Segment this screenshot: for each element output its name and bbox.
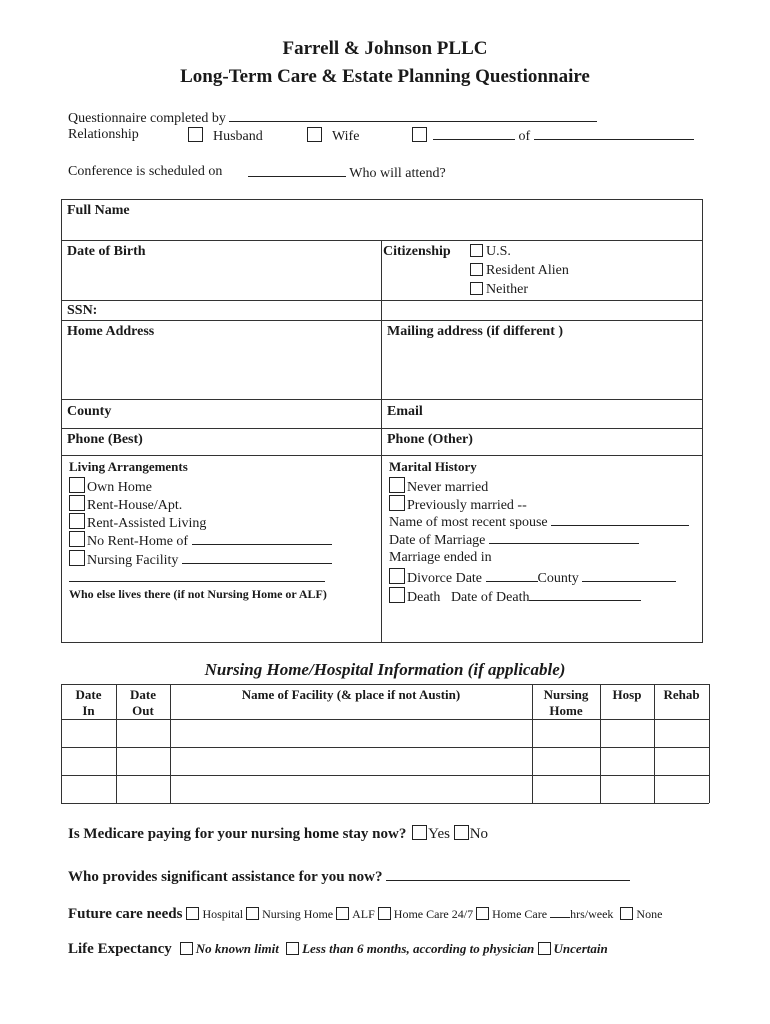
divorce-option[interactable] <box>389 568 676 587</box>
living-title: Living Arrangements <box>69 459 188 474</box>
previously-married-label: Previously married -- <box>407 498 527 513</box>
completed-by-row <box>68 109 597 127</box>
mailing-address-label: Mailing address (if different ) <box>387 324 564 339</box>
email-label: Email <box>387 404 423 419</box>
fc-home247-label: Home Care 24/7 <box>393 907 474 921</box>
of-field[interactable] <box>534 127 694 140</box>
recent-spouse-row <box>389 513 689 531</box>
medicare-no-label: No <box>469 826 489 842</box>
relationship-label: Relationship <box>68 127 139 142</box>
who-else-label: Who else lives there (if not Nursing Home or ALF) <box>69 587 327 601</box>
wife-checkbox[interactable] <box>307 127 322 142</box>
date-death-field[interactable] <box>529 588 641 601</box>
fc-hospital-label: Hospital <box>202 907 244 921</box>
col-date-out <box>116 687 170 719</box>
fc-hospital-checkbox[interactable] <box>186 907 199 920</box>
no-rent-label: No Rent-Home of <box>87 534 189 549</box>
assistance-question: Who provides significant assistance for you now? <box>68 869 383 885</box>
rent-house-option[interactable] <box>69 495 182 514</box>
citizenship-label: Citizenship <box>383 244 451 259</box>
who-else-field[interactable] <box>69 568 325 582</box>
nursing-section-title: Nursing Home/Hospital Information (if applicable) <box>204 660 566 679</box>
assistance-row <box>68 867 630 886</box>
medicare-yes-label: Yes <box>428 826 450 842</box>
never-married-option[interactable] <box>389 477 488 496</box>
fc-alf-checkbox[interactable] <box>336 907 349 920</box>
rent-assisted-checkbox[interactable] <box>69 513 85 529</box>
no-rent-checkbox[interactable] <box>69 531 85 547</box>
col-nursing-line2: Home <box>549 703 583 718</box>
fc-home247-checkbox[interactable] <box>378 907 391 920</box>
divorce-date-field[interactable] <box>486 569 538 582</box>
phone-best-label: Phone (Best) <box>67 432 143 447</box>
medicare-row <box>68 825 488 843</box>
wife-label: Wife <box>332 129 360 144</box>
rent-assisted-label: Rent-Assisted Living <box>87 516 207 531</box>
date-marriage-row <box>389 531 639 549</box>
other-relationship-option[interactable] <box>412 127 694 145</box>
col-date-out-line2: Out <box>132 703 154 718</box>
col-rehab: Rehab <box>663 687 700 702</box>
assistance-field[interactable] <box>386 867 630 881</box>
rent-house-checkbox[interactable] <box>69 495 85 511</box>
neither-label: Neither <box>486 282 528 297</box>
rent-assisted-option[interactable] <box>69 513 206 532</box>
divorce-county-field[interactable] <box>582 569 676 582</box>
col-date-in-line2: In <box>82 703 95 718</box>
col-date-in-line1: Date <box>75 687 102 702</box>
divorce-date-label: Divorce Date <box>407 571 483 586</box>
marital-title: Marital History <box>389 459 477 474</box>
own-home-option[interactable] <box>69 477 152 496</box>
never-married-checkbox[interactable] <box>389 477 405 493</box>
nursing-facility-label: Nursing Facility <box>87 553 179 568</box>
recent-spouse-label: Name of most recent spouse <box>389 515 548 530</box>
conference-label: Conference is scheduled on <box>68 164 223 179</box>
le-six-checkbox[interactable] <box>286 942 299 955</box>
fc-homecare-checkbox[interactable] <box>476 907 489 920</box>
no-rent-option[interactable] <box>69 531 332 550</box>
col-facility: Name of Facility (& place if not Austin) <box>241 687 461 702</box>
future-care-row <box>68 905 662 923</box>
divorce-checkbox[interactable] <box>389 568 405 584</box>
date-death-label: Date of Death <box>450 590 530 605</box>
wife-option[interactable] <box>307 127 359 145</box>
other-relationship-checkbox[interactable] <box>412 127 427 142</box>
death-checkbox[interactable] <box>389 587 405 603</box>
who-attend-label: Who will attend? <box>349 166 446 181</box>
us-label: U.S. <box>486 244 511 259</box>
previously-married-option[interactable] <box>389 495 527 514</box>
ssn-label: SSN: <box>67 303 98 318</box>
husband-label: Husband <box>213 129 263 144</box>
fc-none-checkbox[interactable] <box>620 907 633 920</box>
husband-option[interactable] <box>188 127 263 145</box>
resident-label: Resident Alien <box>486 263 569 278</box>
other-relationship-field[interactable] <box>433 127 515 140</box>
fc-homecare-label: Home Care <box>492 907 548 921</box>
col-hosp: Hosp <box>612 687 642 702</box>
life-expectancy-label: Life Expectancy <box>68 941 172 957</box>
col-nursing-line1: Nursing <box>543 687 589 702</box>
fc-hrs-field[interactable] <box>550 907 570 918</box>
le-uncertain-checkbox[interactable] <box>538 942 551 955</box>
completed-by-field[interactable] <box>229 109 597 122</box>
date-marriage-label: Date of Marriage <box>389 533 486 548</box>
fc-nursing-checkbox[interactable] <box>246 907 259 920</box>
col-date-out-line1: Date <box>130 687 156 702</box>
citizenship-neither-option[interactable] <box>470 282 528 298</box>
medicare-no-checkbox[interactable] <box>454 825 469 840</box>
nursing-facility-checkbox[interactable] <box>69 550 85 566</box>
citizenship-us-option[interactable] <box>470 244 511 260</box>
previously-married-checkbox[interactable] <box>389 495 405 511</box>
phone-other-label: Phone (Other) <box>387 432 473 447</box>
le-none-label: No known limit <box>195 941 279 956</box>
dob-label: Date of Birth <box>67 244 146 259</box>
home-address-label: Home Address <box>67 324 155 339</box>
fc-alf-label: ALF <box>352 907 375 921</box>
rent-house-label: Rent-House/Apt. <box>87 498 183 513</box>
le-uncertain-label: Uncertain <box>553 941 608 956</box>
life-expectancy-row <box>68 940 608 958</box>
own-home-checkbox[interactable] <box>69 477 85 493</box>
ended-in-label: Marriage ended in <box>389 550 492 565</box>
nursing-facility-option[interactable] <box>69 550 332 569</box>
col-nursing-home <box>532 687 600 719</box>
medicare-yes-checkbox[interactable] <box>412 825 427 840</box>
full-name-label: Full Name <box>67 203 130 218</box>
future-care-label: Future care needs <box>68 906 183 922</box>
no-rent-field[interactable] <box>192 532 332 545</box>
us-checkbox[interactable] <box>470 244 483 257</box>
le-six-label: Less than 6 months, according to physician <box>302 941 535 956</box>
neither-checkbox[interactable] <box>470 282 483 295</box>
county-label: County <box>67 404 112 419</box>
firm-name: Farrell & Johnson PLLC <box>282 38 488 59</box>
own-home-label: Own Home <box>87 480 152 495</box>
recent-spouse-field[interactable] <box>551 513 689 526</box>
form-title: Long-Term Care & Estate Planning Questionnaire <box>180 66 590 87</box>
conference-row <box>248 164 446 182</box>
completed-by-label: Questionnaire completed by <box>68 111 226 126</box>
citizenship-resident-option[interactable] <box>470 263 569 279</box>
date-marriage-field[interactable] <box>489 531 639 544</box>
of-label: of <box>518 129 531 144</box>
col-date-in <box>61 687 116 719</box>
medicare-question: Is Medicare paying for your nursing home stay now? <box>68 826 407 842</box>
death-label: Death <box>407 590 441 605</box>
divorce-county-label: County <box>537 571 579 586</box>
husband-checkbox[interactable] <box>188 127 203 142</box>
fc-hrs-label: hrs/week <box>570 907 614 921</box>
nursing-facility-field[interactable] <box>182 551 332 564</box>
le-none-checkbox[interactable] <box>180 942 193 955</box>
resident-checkbox[interactable] <box>470 263 483 276</box>
fc-nursing-label: Nursing Home <box>262 907 334 921</box>
conference-date-field[interactable] <box>248 164 346 177</box>
death-option[interactable] <box>389 587 641 606</box>
fc-none-label: None <box>636 907 663 921</box>
never-married-label: Never married <box>407 480 489 495</box>
